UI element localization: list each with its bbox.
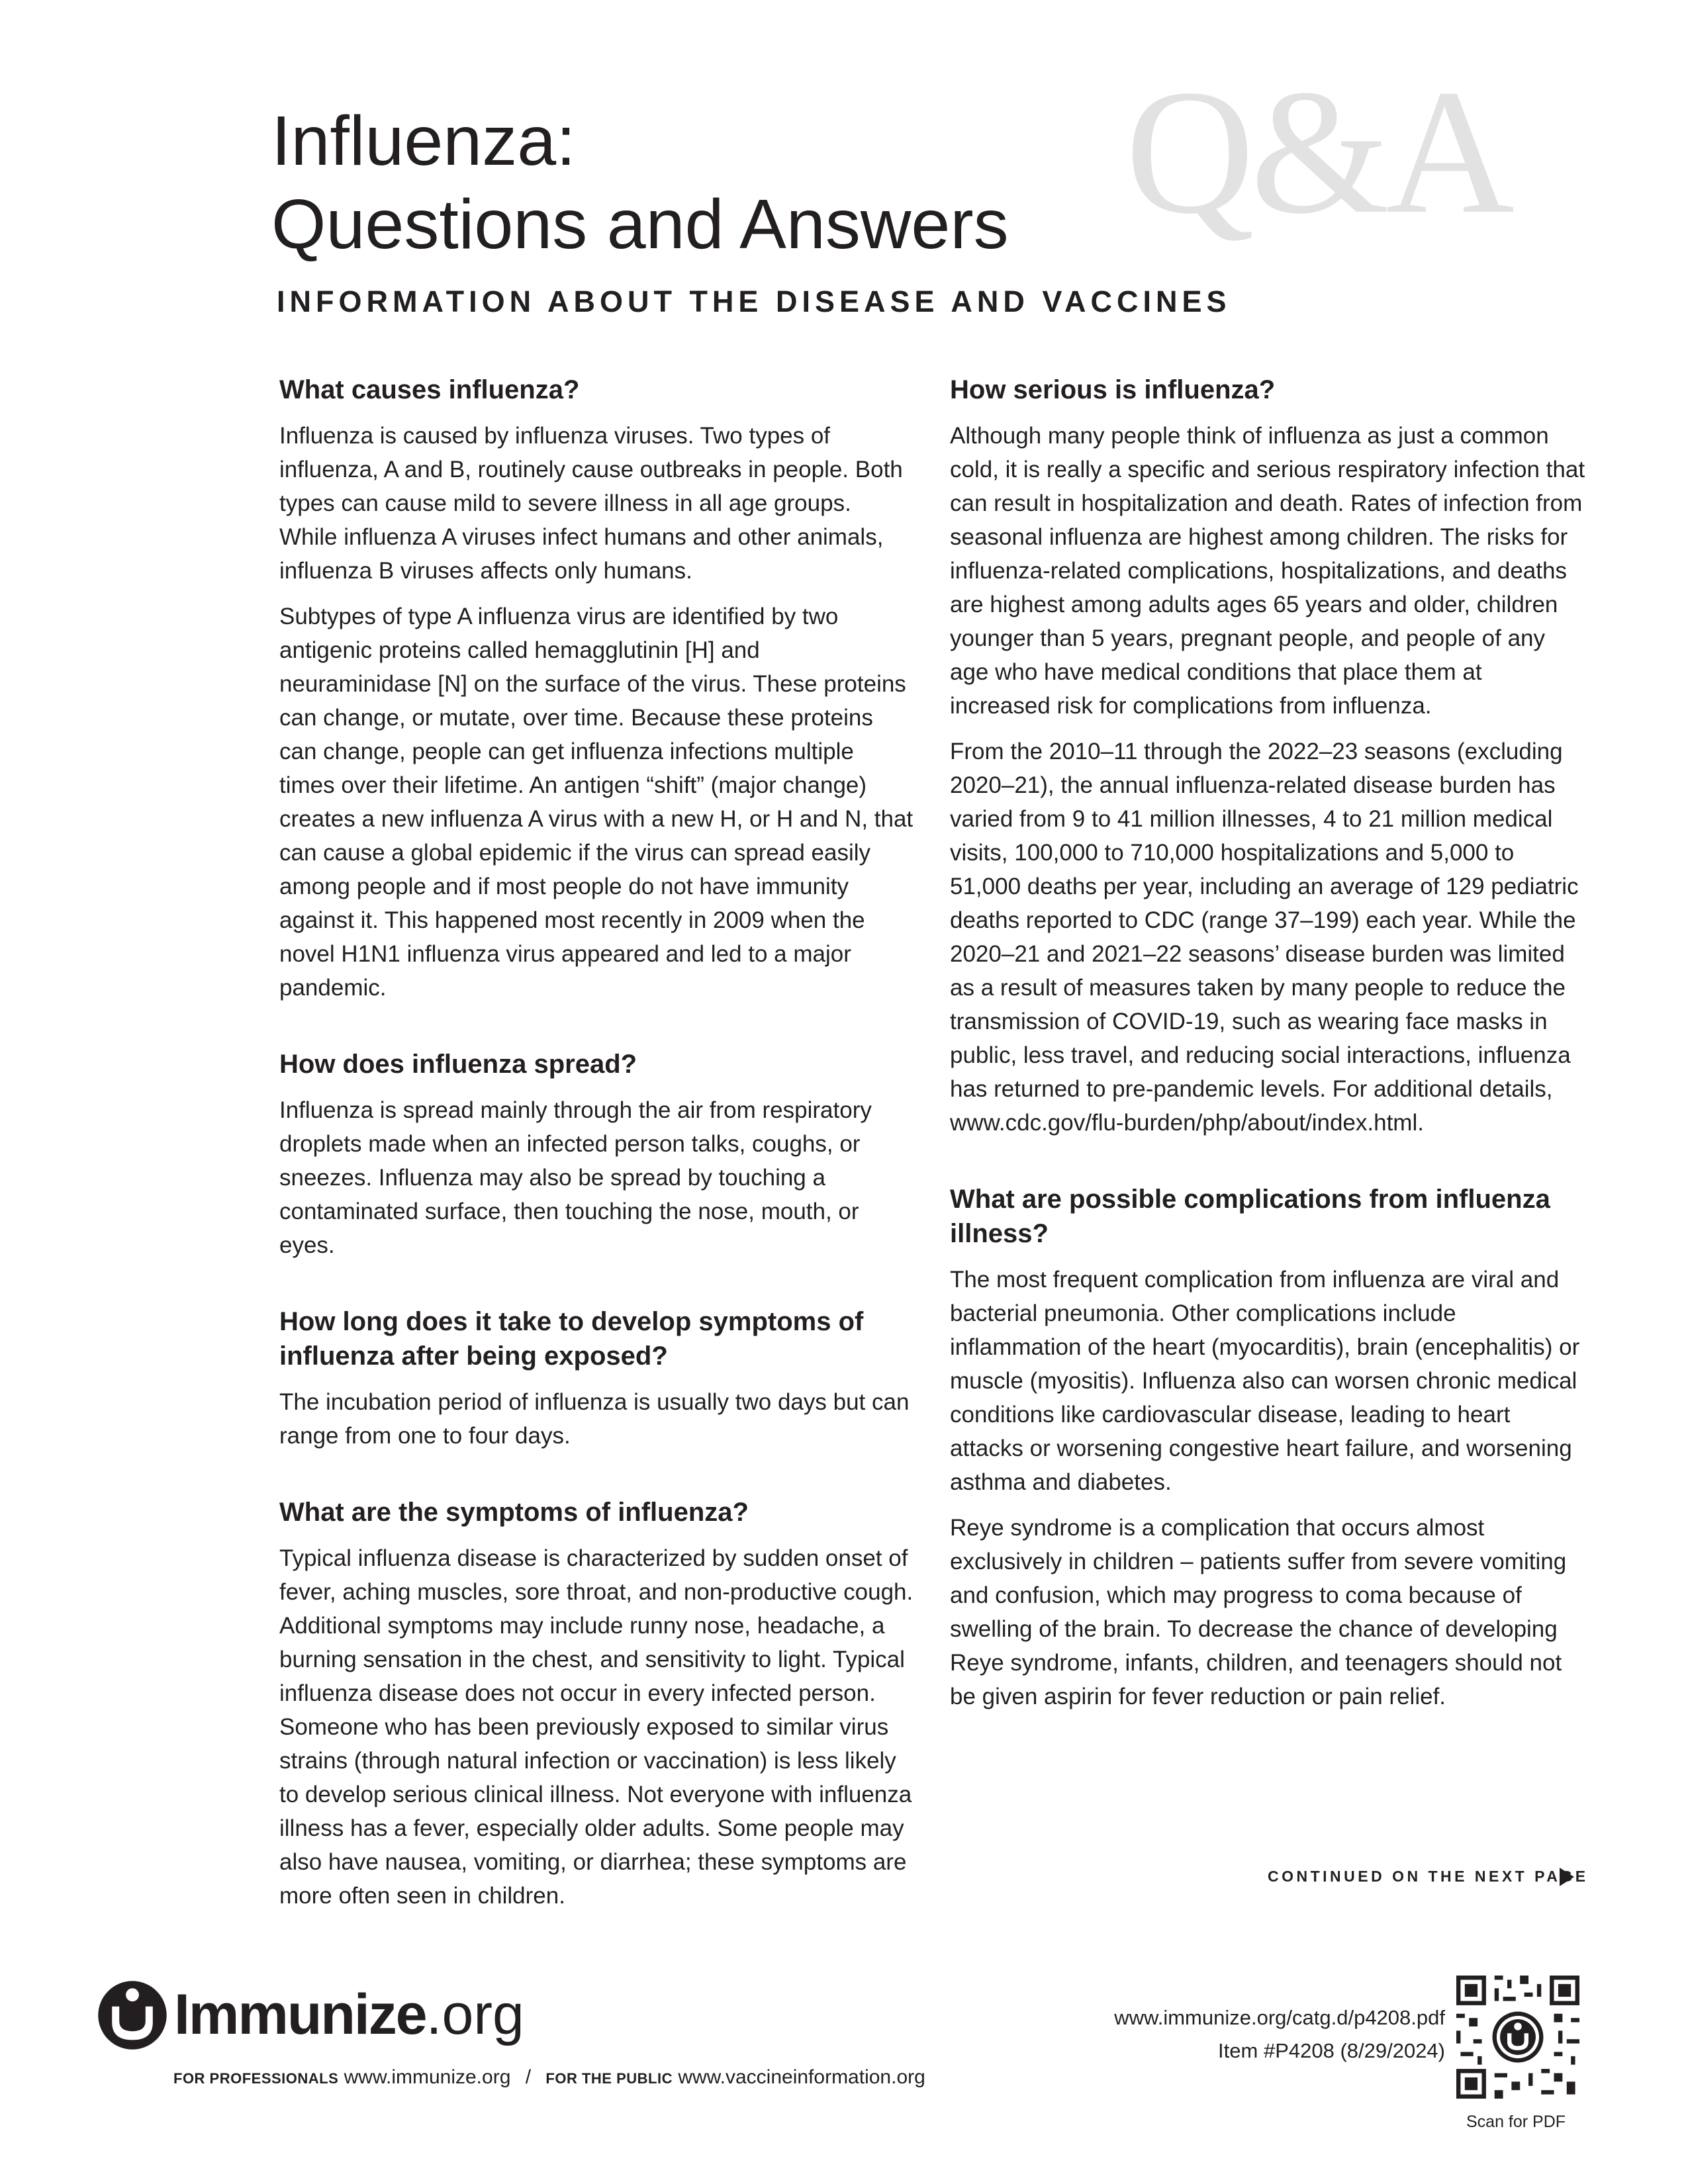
answer-serious-1: Although many people think of influenza as just a common cold, it is really a specific and serious respiratory infection that can result in hospitalization and death. Rates of infection from seasonal influenza are highest among children. The risks for influenza-related complications, hospitalizations, and deaths are highest among adults ages 65 years and older, children younger than 5 years, pregnant people, and people of any age who have medical conditions that place them at increased risk for complications from influenza. bbox=[950, 423, 1585, 719]
question-spread: How does influenza spread? bbox=[279, 1050, 637, 1079]
item-number: Item #P4208 (8/29/2024) bbox=[1218, 2039, 1445, 2062]
question-serious: How serious is influenza? bbox=[950, 375, 1276, 404]
footer-item-info bbox=[1114, 2001, 1445, 2068]
answer-spread: Influenza is spread mainly through the air from respiratory droplets made when an infected person talks, coughs, or sneezes. Influenza may also be spread by touching a contaminated surface, then touching the nose, mouth, or eyes. bbox=[279, 1097, 872, 1258]
logo-text-light: .org bbox=[426, 1983, 524, 2046]
page-title bbox=[271, 99, 1009, 266]
question-complications: What are possible complications from influenza illness? bbox=[950, 1185, 1550, 1248]
answer-causes-2: Subtypes of type A influenza virus are identified by two antigenic proteins called hemagglutinin [H] and neuraminidase [N] on the surface of the virus. These proteins can change, or mutate, over time. Because these proteins can change, people can get influenza infections multiple times over their lifetime. An antigen “shift” (major change) creates a new influenza A virus with a new H, or H and N, that can cause a global epidemic if the virus can spread easily among people and if most people do not have immunity against it. This happened most recently in 2009 when the novel H1N1 influenza virus appeared and led to a major pandemic. bbox=[279, 604, 914, 1001]
professionals-label: FOR PROFESSIONALS bbox=[173, 2070, 339, 2087]
public-link[interactable]: www.vaccineinformation.org bbox=[678, 2066, 925, 2088]
answer-complications-1: The most frequent complication from influenza are viral and bacterial pneumonia. Other complications include inflammation of the heart (myocarditis), brain (encephalitis) or muscle (myositis). Influenza also can worsen chronic medical conditions like cardiovascular disease, leading to heart attacks or worsening congestive heart failure, and worsening asthma and diabetes. bbox=[950, 1267, 1580, 1495]
title-line-1: Influenza: bbox=[271, 102, 576, 180]
answer-incubation: The incubation period of influenza is usually two days but can range from one to four days. bbox=[279, 1389, 910, 1449]
question-incubation: How long does it take to develop symptoms of influenza after being exposed? bbox=[279, 1307, 864, 1371]
continued-label: CONTINUED ON THE NEXT PAGE bbox=[1268, 1868, 1589, 1885]
pdf-link[interactable]: www.immunize.org/catg.d/p4208.pdf bbox=[1114, 2006, 1445, 2029]
answer-causes-1: Influenza is caused by influenza viruses. Two types of influenza, A and B, routinely cause outbreaks in people. Both types can cause mild to severe illness in all age groups. While influenza A viruses infect humans and other animals, influenza B viruses affects only humans. bbox=[279, 423, 903, 584]
scan-for-pdf-label: Scan for PDF bbox=[1466, 2113, 1566, 2131]
qr-code-icon[interactable] bbox=[1456, 1976, 1579, 2099]
continued-arrow-icon bbox=[1560, 1868, 1574, 1886]
answer-symptoms: Typical influenza disease is characterized by sudden onset of fever, aching muscles, sore throat, and non-productive cough. Additional symptoms may include runny nose, headache, a burning sensation in the chest, and sensitivity to light. Typical influenza disease does not occur in every infected person. Someone who has been previously exposed to similar virus strains (through natural infection or vaccination) is less likely to develop serious clinical illness. Not everyone with influenza illness has a fever, especially older adults. Some people may also have nausea, vomiting, or diarrhea; these symptoms are more often seen in children. bbox=[279, 1545, 914, 1909]
title-line-2: Questions and Answers bbox=[271, 185, 1009, 263]
left-column bbox=[279, 373, 915, 1925]
answer-complications-2: Reye syndrome is a complication that occurs almost exclusively in children – patients suffer from severe vomiting and confusion, which may progress to coma because of swelling of the brain. To decrease the chance of developing Reye syndrome, infants, children, and teenagers should not be given aspirin for fever reduction or pain relief. bbox=[950, 1515, 1567, 1709]
answer-serious-2: From the 2010–11 through the 2022–23 seasons (excluding 2020–21), the annual influenza-related disease burden has varied from 9 to 41 million illnesses, 4 to 21 million medical visits, 100,000 to 710,000 hospitalizations and 5,000 to 51,000 deaths per year, including an average of 129 pediatric deaths reported to CDC (range 37–199) each year. While the 2020–21 and 2021–22 seasons’ disease burden was limited as a result of measures taken by many people to reduce the transmission of COVID-19, such as wearing face masks in public, less travel, and reducing social interactions, influenza has returned to pre-pandemic levels. For additional details, www.cdc.gov/flu-burden/php/about/index.html. bbox=[950, 739, 1579, 1136]
page-subtitle: INFORMATION ABOUT THE DISEASE AND VACCINES bbox=[277, 285, 1231, 318]
right-column bbox=[950, 373, 1585, 1725]
qa-watermark: Q&A bbox=[1125, 53, 1511, 251]
public-label: FOR THE PUBLIC bbox=[545, 2070, 673, 2087]
question-symptoms: What are the symptoms of influenza? bbox=[279, 1498, 749, 1527]
logo-text-bold: Immunize bbox=[174, 1983, 426, 2046]
immunize-logo-text bbox=[174, 1981, 524, 2048]
question-causes: What causes influenza? bbox=[279, 375, 580, 404]
immunize-logo-icon bbox=[96, 1979, 169, 2052]
footer-separator: / bbox=[525, 2066, 532, 2088]
footer-links bbox=[173, 2066, 925, 2089]
professionals-link[interactable]: www.immunize.org bbox=[344, 2066, 511, 2088]
